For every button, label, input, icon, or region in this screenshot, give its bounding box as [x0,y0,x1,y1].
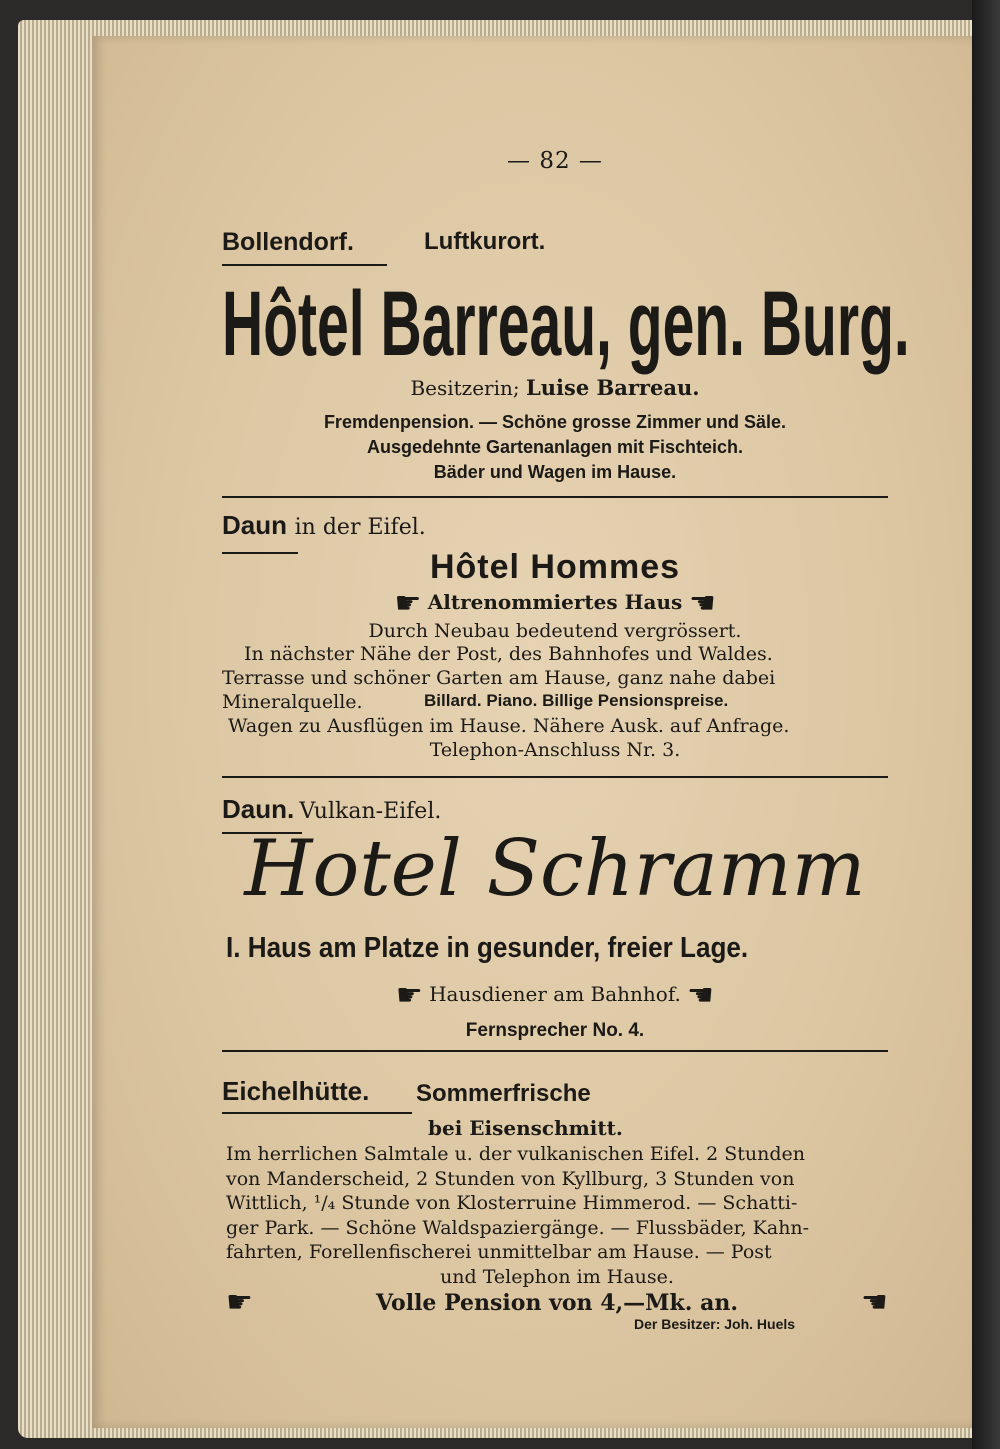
eichelhuette-line: von Manderscheid, 2 Stunden von Kyllburg, 3 Stunden von [226,1167,795,1190]
bollendorf-owner [222,375,888,400]
pointing-hand-icon: ☛ [688,585,716,621]
section-divider [222,776,888,778]
pointing-hand-icon: ☛ [226,1285,253,1320]
eichelhuette-tag: Sommerfrische [416,1080,591,1107]
bollendorf-underline [222,264,387,266]
eichelhuette-underline [222,1112,412,1114]
schramm-phone: Fernsprecher No. 4. [465,1020,645,1041]
pointing-hand-icon: ☛ [394,585,422,621]
bollendorf-line: Fremdenpension. — Schöne grosse Zimmer und Säle. [323,412,787,432]
pointing-hand-icon: ☛ [395,977,423,1013]
owner-name: Luise Barreau. [526,375,700,400]
bollendorf-tag: Luftkurort. [424,228,546,255]
bollendorf-description [222,410,888,485]
eichelhuette-line: Wittlich, ¹/₄ Stunde von Klosterruine Himmerod. — Schatti- [226,1192,798,1214]
hommes-line: In nächster Nähe der Post, des Bahnhofes und Waldes. [244,643,773,665]
eichelhuette-description [226,1142,888,1289]
daun-hommes-heading [222,510,426,541]
daun-place-suffix: Vulkan-Eifel. [299,799,442,824]
hommes-highlight-line [222,585,888,621]
hommes-line: Terrasse und schöner Garten am Hause, ganz nahe dabei [222,667,776,689]
eichelhuette-pension-line [226,1285,888,1320]
schramm-porter-line [222,977,888,1013]
section-divider [222,496,888,498]
hommes-line: Mineralquelle. [222,691,363,713]
hotel-schramm-title: Hotel Schramm [244,824,866,914]
eichelhuette-pension: Volle Pension von 4,—Mk. an. [375,1290,738,1316]
bollendorf-line: Ausgedehnte Gartenanlagen mit Fischteich. [366,437,744,457]
schramm-tagline: I. Haus am Platze in gesunder, freier Lage. [226,932,749,964]
daun-place-suffix: in der Eifel. [294,515,426,540]
eichelhuette-line: ger Park. — Schöne Waldspaziergänge. — Flussbäder, Kahn- [226,1216,810,1239]
hotel-barreau-title: Hôtel Barreau, gen. Burg. [222,273,910,375]
eichelhuette-line: fahrten, Forellenfischerei unmittelbar am Hause. — Post [226,1241,772,1263]
eichelhuette-subtitle: bei Eisenschmitt. [428,1116,623,1140]
page-number: — 82 — [507,148,603,174]
hommes-line: Wagen zu Ausflügen im Hause. Nähere Ausk. auf Anfrage. [228,715,790,737]
bollendorf-place: Bollendorf. [222,228,354,256]
daun-place: Daun. [222,794,295,824]
hotel-hommes-title: Hôtel Hommes [429,548,681,586]
owner-prefix: Besitzerin; [410,376,520,400]
pointing-hand-icon: ☛ [687,977,715,1013]
hommes-line: Telephon-Anschluss Nr. 3. [429,739,681,761]
section-divider [222,1050,888,1052]
eichelhuette-signature: Der Besitzer: Joh. Huels [634,1316,796,1332]
book-spine [972,0,1000,1449]
bollendorf-line: Bäder und Wagen im Hause. [433,462,677,482]
schramm-porter: Hausdiener am Bahnhof. [429,982,681,1006]
daun-place: Daun [222,510,287,540]
hommes-line: Billard. Piano. Billige Pensionspreise. [424,691,729,710]
hommes-line: Durch Neubau bedeutend vergrössert. [368,620,742,642]
pointing-hand-icon: ☛ [861,1285,888,1320]
hommes-highlight: Altrenommiertes Haus [427,590,683,614]
eichelhuette-place: Eichelhütte. [222,1076,370,1106]
daun-schramm-heading [222,794,441,825]
eichelhuette-line: und Telephon im Hause. [440,1265,674,1288]
eichelhuette-line: Im herrlichen Salmtale u. der vulkanischen Eifel. 2 Stunden [226,1143,805,1165]
